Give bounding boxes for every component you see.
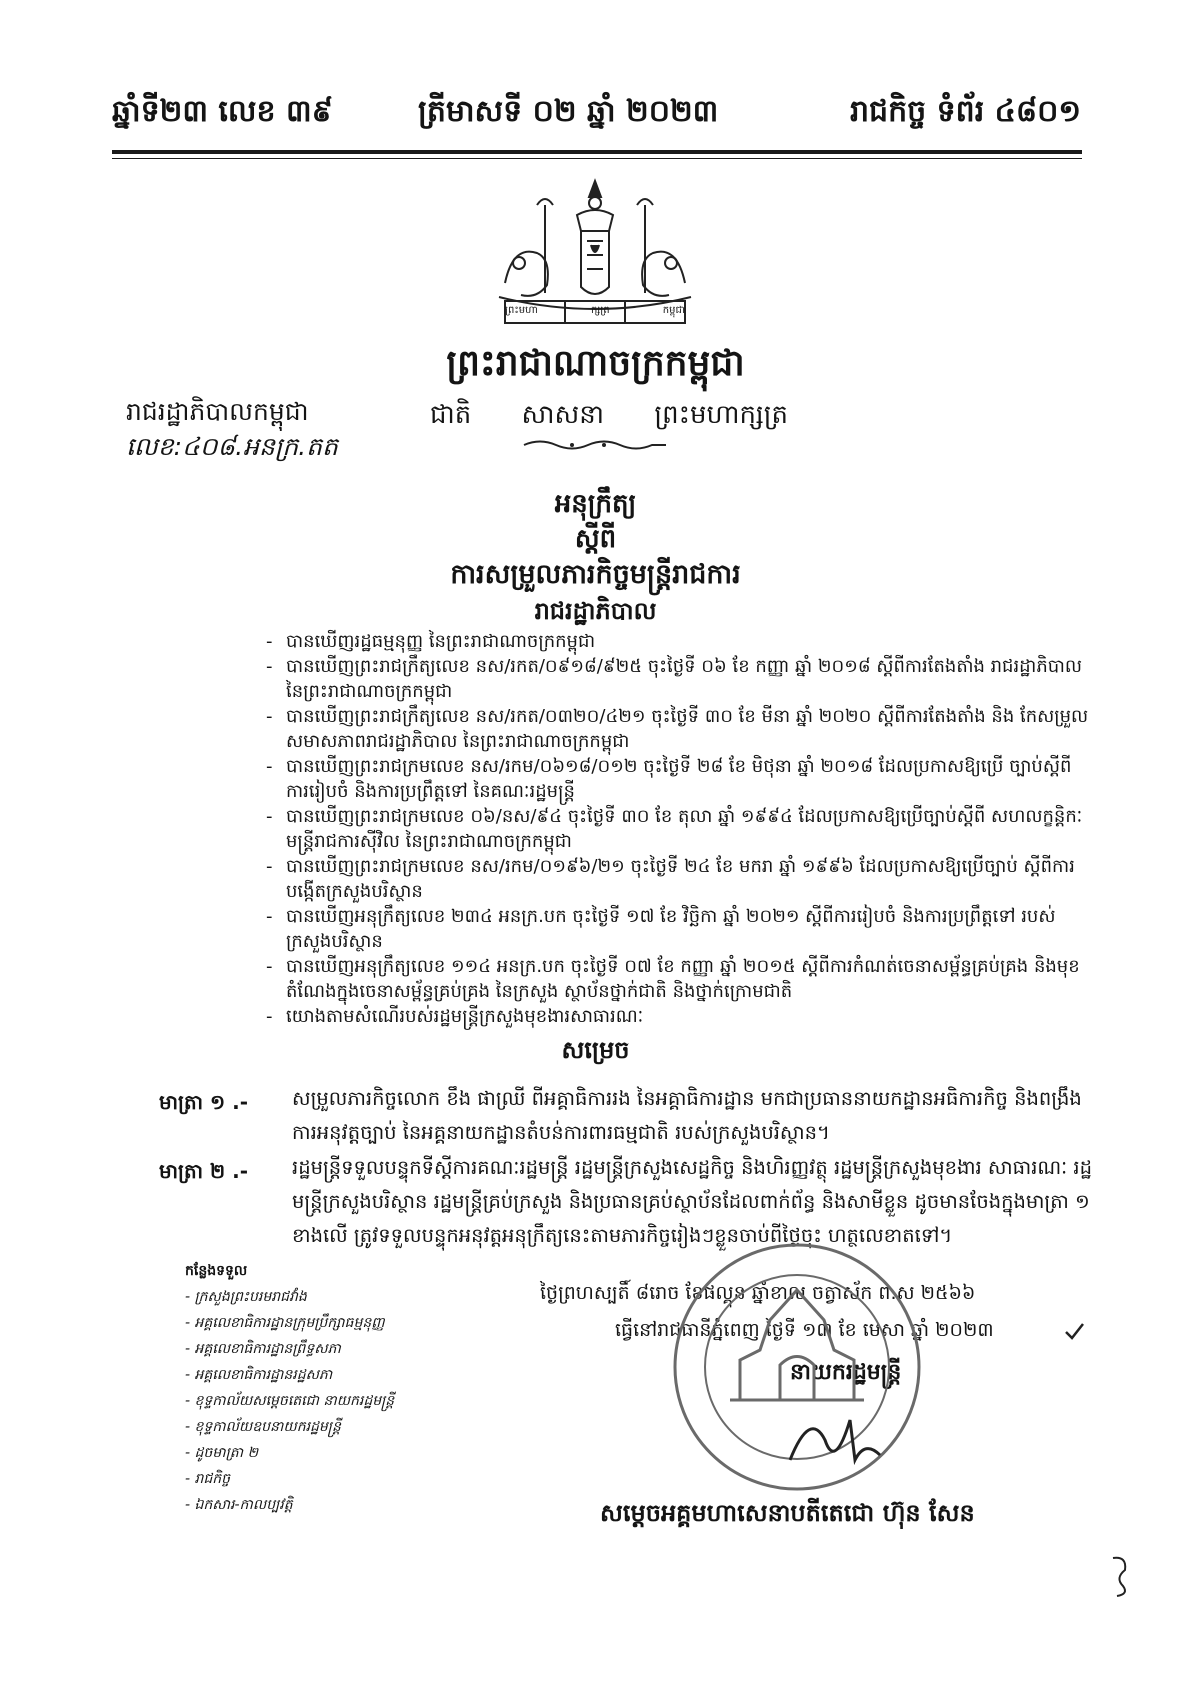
kingdom-title: ព្រះរាជាណាចក្រកម្ពុជា — [446, 343, 745, 384]
article-1-text: សម្រួលភារកិច្ចលោក ខឹង ផាឈ្រី ពីអគ្គាធិការរង នៃអគ្គាធិការដ្ឋាន មកជាប្រធាននាយកដ្ឋានអធិការកិច្ច និងពង្រឹងការអនុវត្តច្បាប់ នៃអគ្គនាយកដ្ឋានតំបន់ការពារធម្មជាតិ របស់ក្រសួងបរិស្ថាន។ — [292, 1087, 1082, 1144]
recipient-item: - ដូចមាត្រា ២ — [185, 1445, 259, 1461]
recipient-item: - ខុទ្ទកាល័យឧបនាយករដ្ឋមន្ត្រី — [185, 1419, 341, 1435]
references-list — [272, 629, 1092, 1029]
document-authority: រាជរដ្ឋាភិបាល — [534, 597, 657, 625]
document-type: អនុក្រឹត្យ — [554, 489, 637, 519]
recipient-item: - ខុទ្ទកាល័យសម្តេចតេជោ នាយករដ្ឋមន្ត្រី — [185, 1393, 395, 1409]
header-rule — [112, 150, 1082, 154]
reference-item: - បានឃើញអនុក្រឹត្យលេខ ១១៤ អនក្រ.បក ចុះថ្ងៃទី ០៧ ខែ កញ្ញា ឆ្នាំ ២០១៥ ស្តីពីការកំណត់ចេនាសម្ព័ន្ធគ្រប់គ្រង និងមុខតំណែងក្នុងចេនាសម្ព័ន្ធគ្រប់គ្រង នៃក្រសួង ស្ថាប័នថ្នាក់ជាតិ និងថ្នាក់ក្រោមជាតិ — [272, 954, 1092, 1004]
recipients-list — [185, 1258, 394, 1518]
signature-icon — [780, 1400, 890, 1480]
recipients-heading: កន្លែងទទួល — [185, 1263, 248, 1279]
signatory-name: សម្តេចអគ្គមហាសេនាបតីតេជោ ហ៊ុន សែន — [600, 1499, 975, 1527]
lunar-date: ថ្ងៃព្រហស្បតិ៍ ៨រោច ខែផល្គុន ឆ្នាំខាល ចត្វាស័ក ព.ស ២៥៦៦ — [540, 1282, 976, 1304]
recipient-item: - អគ្គលេខាធិការដ្ឋានរដ្ឋសភា — [185, 1367, 333, 1383]
ornament-divider-icon — [520, 438, 670, 452]
ribbon-word: កម្ពុជា — [662, 305, 685, 316]
gazette-year-issue: ឆ្នាំទី២៣ លេខ ៣៩ — [112, 94, 333, 129]
reference-item: - បានឃើញព្រះរាជក្រឹត្យលេខ នស/រកត/០៣២០/៤២១ ចុះថ្ងៃទី ៣០ ខែ មីនា ឆ្នាំ ២០២០ ស្តីពីការតែងតាំង និង កែសម្រួលសមាសភាពរាជរដ្ឋាភិបាល នៃព្រះរាជាណាចក្រកម្ពុជា — [272, 704, 1092, 754]
document-subject: ការសម្រួលភារកិច្ចមន្ត្រីរាជការ — [450, 559, 741, 590]
check-mark-icon — [1063, 1320, 1085, 1342]
document-on: ស្តីពី — [574, 524, 617, 554]
reference-item: - យោងតាមសំណើរបស់រដ្ឋមន្ត្រីក្រសួងមុខងារសាធារណៈ — [272, 1004, 1092, 1029]
national-motto — [430, 398, 830, 436]
recipient-item: - រាជកិច្ច — [185, 1471, 231, 1487]
signatory-title: នាយករដ្ឋមន្ត្រី — [790, 1360, 902, 1385]
recipient-item: - ឯកសារ-កាលប្បវត្តិ — [185, 1497, 293, 1513]
article-1-label: មាត្រា ១ .- — [159, 1090, 249, 1114]
ribbon-word: ក្សត្រ — [590, 305, 610, 316]
motto-nation: ជាតិ — [430, 400, 472, 430]
issue-date: ធ្វើនៅរាជធានីភ្នំពេញ ថ្ងៃទី ១៣ ខែ មេសា ឆ្នាំ ២០២៣ — [615, 1319, 994, 1341]
recipient-item: - ក្រសួងព្រះបរមរាជវាំង — [185, 1289, 307, 1305]
reference-item: - បានឃើញព្រះរាជក្រមលេខ នស/រកម/០៦១៨/០១២ ចុះថ្ងៃទី ២៨ ខែ មិថុនា ឆ្នាំ ២០១៨ ដែលប្រកាសឱ្យប្រើ ច្បាប់ស្តីពីការរៀបចំ និងការប្រព្រឹត្តទៅ នៃគណៈរដ្ឋមន្ត្រី — [272, 754, 1092, 804]
initials-icon — [1105, 1550, 1135, 1600]
article-2-text: រដ្ឋមន្ត្រីទទួលបន្ទុកទីស្តីការគណៈរដ្ឋមន្ត្រី រដ្ឋមន្ត្រីក្រសួងសេដ្ឋកិច្ច និងហិរញ្ញវត្ថុ រដ្ឋមន្ត្រីក្រសួងមុខងារ សាធារណៈ រដ្ឋមន្ត្រីក្រសួងបរិស្ថាន រដ្ឋមន្ត្រីគ្រប់ក្រសួង និងប្រធានគ្រប់ស្ថាប័នដែលពាក់ព័ន្ធ និងសាមីខ្លួន ដូចមានចែងក្នុងមាត្រា ១ ខាងលើ ត្រូវទទួលបន្ទុកអនុវត្តអនុក្រឹត្យនេះតាមភារកិច្ចរៀងៗខ្លួនចាប់ពីថ្ងៃចុះ ហត្ថលេខាតទៅ។ — [292, 1156, 1092, 1247]
decision-heading: សម្រេច — [561, 1036, 630, 1064]
emblem-ribbon — [505, 303, 685, 318]
header-rule-thin — [112, 158, 1082, 159]
recipient-item: - អគ្គលេខាធិការដ្ឋានក្រុមប្រឹក្សាធម្មនុញ្ញ — [185, 1315, 385, 1331]
motto-king: ព្រះមហាក្សត្រ — [654, 400, 789, 430]
ribbon-word: ព្រះមហា — [505, 305, 538, 316]
gazette-quarter: ត្រីមាសទី ០២ ឆ្នាំ ២០២៣ — [418, 94, 719, 129]
decree-number: លេខ:៤០៨.អនក្រ.តត — [126, 432, 338, 461]
motto-religion: សាសនា — [521, 400, 605, 430]
reference-item: - បានឃើញអនុក្រឹត្យលេខ ២៣៤ អនក្រ.បក ចុះថ្ងៃទី ១៧ ខែ វិច្ឆិកា ឆ្នាំ ២០២១ ស្តីពីការរៀបចំ និងការប្រព្រឹត្តទៅ របស់ក្រសួងបរិស្ថាន — [272, 904, 1092, 954]
reference-item: - បានឃើញព្រះរាជក្រមលេខ នស/រកម/០១៩៦/២១ ចុះថ្ងៃទី ២៤ ខែ មករា ឆ្នាំ ១៩៩៦ ដែលប្រកាសឱ្យប្រើច្បាប់ ស្តីពីការបង្កើតក្រសួងបរិស្ថាន — [272, 854, 1092, 904]
issuer-name: រាជរដ្ឋាភិបាលកម្ពុជា — [126, 397, 309, 426]
article-2-label: មាត្រា ២ .- — [159, 1159, 249, 1183]
reference-item: - បានឃើញព្រះរាជក្រមលេខ ០៦/នស/៩៤ ចុះថ្ងៃទី ៣០ ខែ តុលា ឆ្នាំ ១៩៩៤ ដែលប្រកាសឱ្យប្រើច្បាប់ស្តីពី សហលក្ខន្តិកៈមន្ត្រីរាជការស៊ីវិល នៃព្រះរាជាណាចក្រកម្ពុជា — [272, 804, 1092, 854]
reference-item: - បានឃើញព្រះរាជក្រឹត្យលេខ នស/រកត/០៩១៨/៩២៥ ចុះថ្ងៃទី ០៦ ខែ កញ្ញា ឆ្នាំ ២០១៨ ស្តីពីការតែងតាំង រាជរដ្ឋាភិបាល នៃព្រះរាជាណាចក្រកម្ពុជា — [272, 654, 1092, 704]
reference-item: - បានឃើញរដ្ឋធម្មនុញ្ញ នៃព្រះរាជាណាចក្រកម្ពុជា — [272, 629, 1092, 654]
recipient-item: - អគ្គលេខាធិការដ្ឋានព្រឹទ្ធសភា — [185, 1341, 341, 1357]
gazette-page: រាជកិច្ច ទំព័រ ៤៨០១ — [850, 94, 1082, 129]
